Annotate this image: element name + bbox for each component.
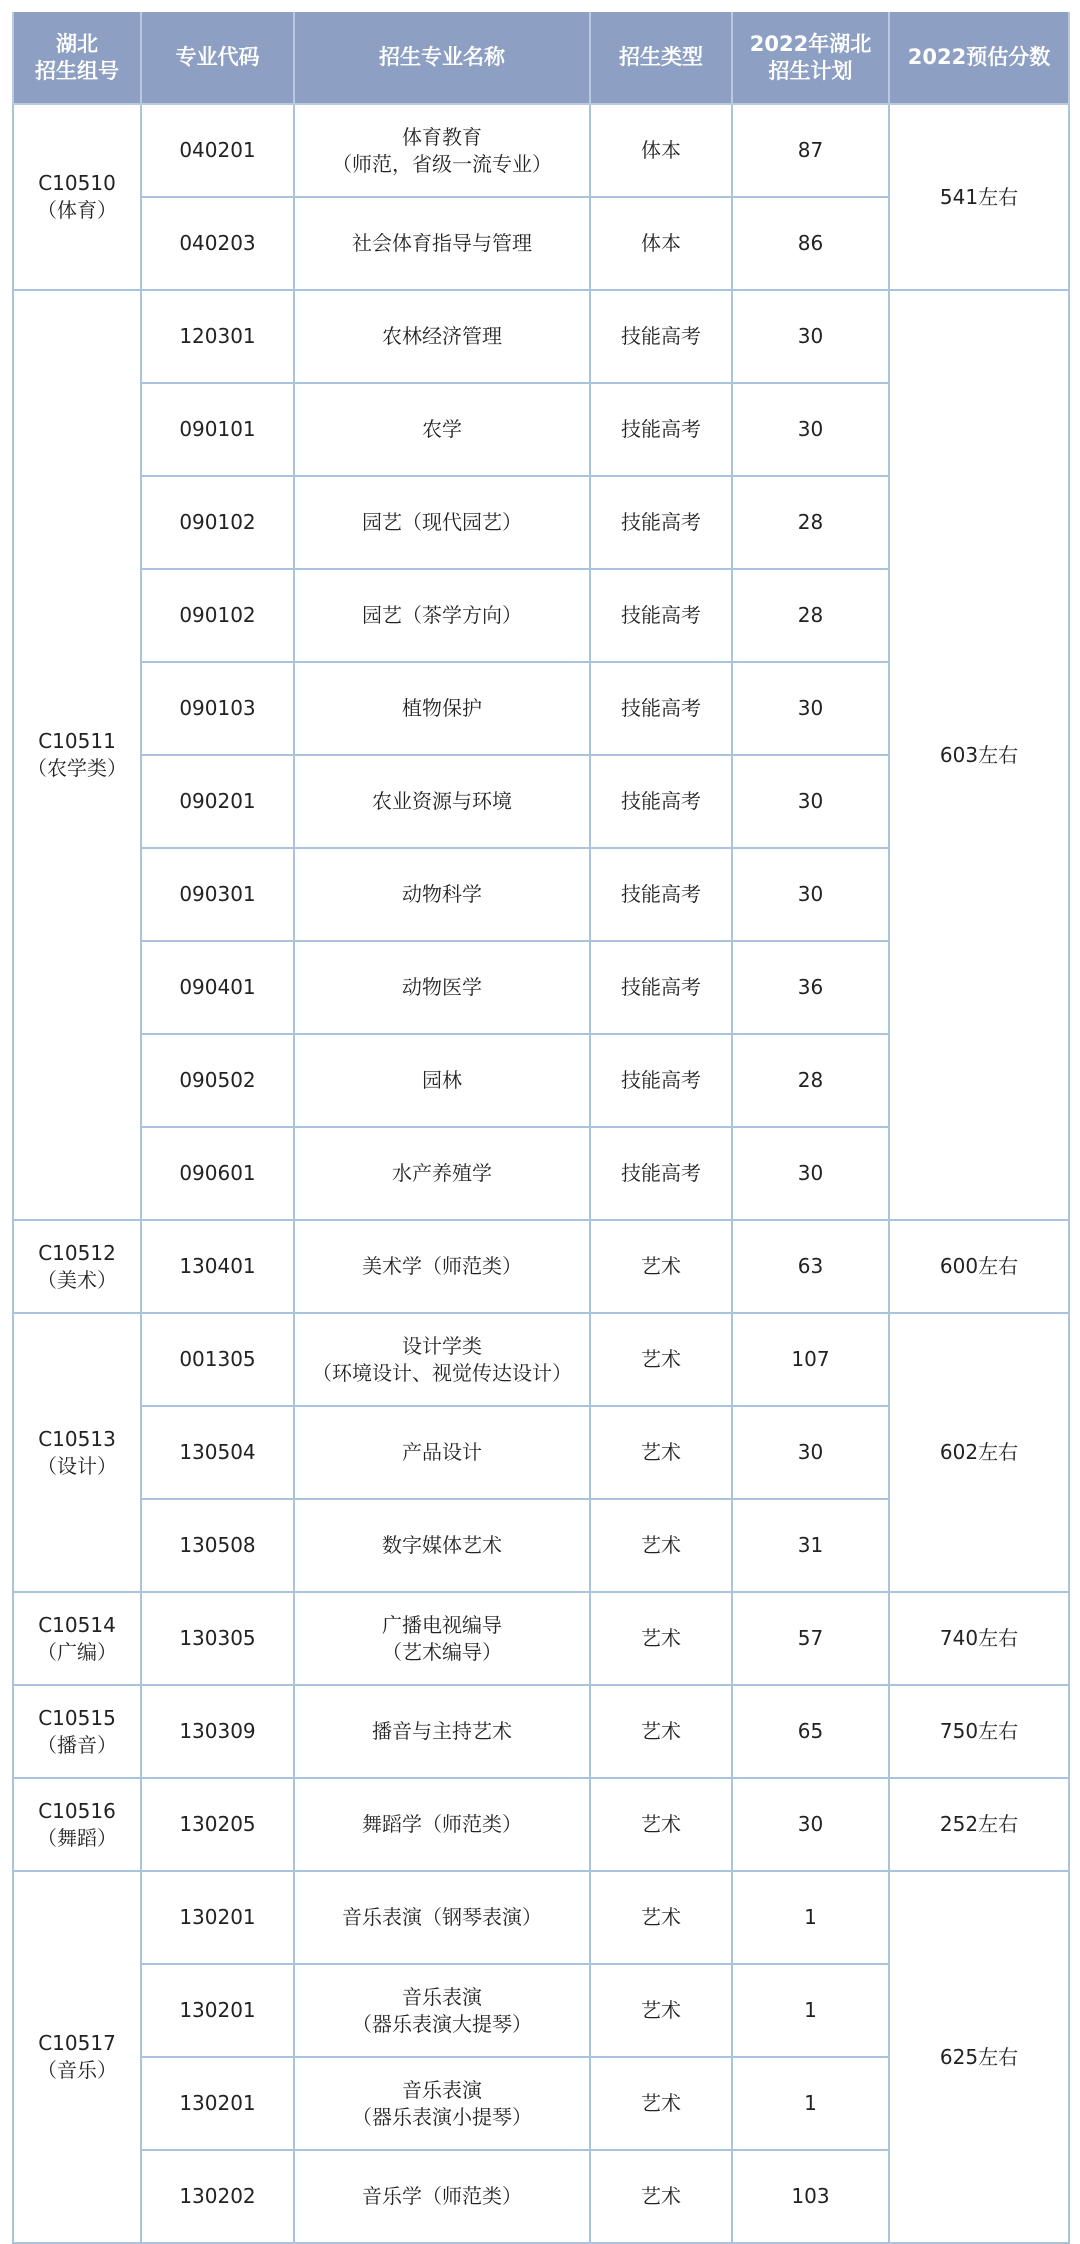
text-line: 音乐表演 xyxy=(402,1984,482,2009)
enrollment-plan-cell: 31 xyxy=(732,1499,889,1592)
admission-type-cell: 艺术 xyxy=(590,2150,732,2243)
major-name-cell xyxy=(294,1871,590,1964)
table-row xyxy=(13,1871,1069,1964)
major-name-cell xyxy=(294,290,590,383)
estimated-score-cell: 740左右 xyxy=(889,1592,1069,1685)
enrollment-plan-cell: 1 xyxy=(732,1871,889,1964)
major-name-cell xyxy=(294,848,590,941)
major-name-cell xyxy=(294,2150,590,2243)
group-id-cell xyxy=(13,1592,141,1685)
estimated-score-cell: 625左右 xyxy=(889,1871,1069,2243)
admission-type-cell: 艺术 xyxy=(590,1778,732,1871)
header-major-code xyxy=(141,12,294,104)
major-name-cell xyxy=(294,104,590,197)
major-code-cell: 130401 xyxy=(141,1220,294,1313)
text-line: （器乐表演小提琴） xyxy=(352,2104,532,2129)
text-line: 广播电视编导 xyxy=(382,1612,502,1637)
text-line: 农林经济管理 xyxy=(382,324,502,348)
table-row xyxy=(13,290,1069,383)
group-id-cell xyxy=(13,1871,141,2243)
admission-type-cell: 技能高考 xyxy=(590,290,732,383)
enrollment-plan-cell: 30 xyxy=(732,755,889,848)
admission-table-container xyxy=(12,12,1068,2244)
enrollment-plan-cell: 30 xyxy=(732,662,889,755)
major-name-cell xyxy=(294,1778,590,1871)
text-line: （师范，省级一流专业） xyxy=(332,151,552,176)
group-id-cell xyxy=(13,1220,141,1313)
admission-type-cell: 体本 xyxy=(590,104,732,197)
text-line: 设计学类 xyxy=(402,1333,482,1358)
admission-type-cell: 艺术 xyxy=(590,1406,732,1499)
major-code-cell: 090502 xyxy=(141,1034,294,1127)
admission-type-cell: 技能高考 xyxy=(590,569,732,662)
text-line: 招生组号 xyxy=(35,58,119,83)
major-name-cell xyxy=(294,941,590,1034)
enrollment-plan-cell: 28 xyxy=(732,569,889,662)
major-name-cell xyxy=(294,662,590,755)
text-line: （艺术编导） xyxy=(382,1639,502,1664)
table-body xyxy=(13,104,1069,2243)
enrollment-plan-cell: 1 xyxy=(732,2057,889,2150)
text-line: 动物医学 xyxy=(402,975,482,999)
admission-type-cell: 技能高考 xyxy=(590,383,732,476)
text-line: 2022年湖北 xyxy=(749,31,872,56)
enrollment-plan-cell: 65 xyxy=(732,1685,889,1778)
text-line: 园林 xyxy=(422,1068,462,1092)
admission-type-cell: 艺术 xyxy=(590,1871,732,1964)
major-name-cell xyxy=(294,1220,590,1313)
admission-type-cell: 艺术 xyxy=(590,1964,732,2057)
text-line: （播音） xyxy=(37,1732,117,1757)
admission-type-cell: 技能高考 xyxy=(590,848,732,941)
table-row xyxy=(13,1220,1069,1313)
major-name-cell xyxy=(294,476,590,569)
group-id-cell xyxy=(13,1313,141,1592)
text-line: 湖北 xyxy=(56,31,98,56)
major-name-cell xyxy=(294,1406,590,1499)
table-row xyxy=(13,104,1069,197)
major-code-cell: 120301 xyxy=(141,290,294,383)
table-row xyxy=(13,1778,1069,1871)
major-name-cell xyxy=(294,1592,590,1685)
major-code-cell: 090101 xyxy=(141,383,294,476)
major-code-cell: 130309 xyxy=(141,1685,294,1778)
text-line: 音乐表演 xyxy=(402,2077,482,2102)
estimated-score-cell: 252左右 xyxy=(889,1778,1069,1871)
major-name-cell xyxy=(294,569,590,662)
admission-type-cell: 艺术 xyxy=(590,1499,732,1592)
table-row xyxy=(13,1313,1069,1406)
major-code-cell: 040201 xyxy=(141,104,294,197)
text-line: 社会体育指导与管理 xyxy=(352,231,532,255)
text-line: 招生计划 xyxy=(768,58,853,83)
admission-type-cell: 技能高考 xyxy=(590,941,732,1034)
estimated-score-cell: 603左右 xyxy=(889,290,1069,1220)
major-name-cell xyxy=(294,1034,590,1127)
admission-type-cell: 艺术 xyxy=(590,1313,732,1406)
admission-plan-table xyxy=(12,12,1070,2244)
major-name-cell xyxy=(294,383,590,476)
group-id-cell xyxy=(13,290,141,1220)
group-id-cell xyxy=(13,104,141,290)
text-line: （农学类） xyxy=(27,756,127,780)
table-row xyxy=(13,1685,1069,1778)
text-line: 园艺（茶学方向） xyxy=(362,603,522,627)
enrollment-plan-cell: 86 xyxy=(732,197,889,290)
major-name-cell xyxy=(294,1685,590,1778)
admission-type-cell: 艺术 xyxy=(590,2057,732,2150)
major-code-cell: 090102 xyxy=(141,569,294,662)
text-line: 体育教育 xyxy=(402,124,482,149)
text-line: C10515 xyxy=(38,1705,116,1730)
major-name-cell xyxy=(294,2057,590,2150)
major-name-cell xyxy=(294,1499,590,1592)
text-line: C10516 xyxy=(38,1798,116,1823)
major-code-cell: 130205 xyxy=(141,1778,294,1871)
major-code-cell: 040203 xyxy=(141,197,294,290)
table-header xyxy=(13,12,1069,104)
text-line: C10511 xyxy=(38,729,116,753)
estimated-score-cell: 750左右 xyxy=(889,1685,1069,1778)
text-line: 数字媒体艺术 xyxy=(382,1533,502,1557)
header-row xyxy=(13,12,1069,104)
text-line: 2022预估分数 xyxy=(907,45,1051,69)
header-group-id xyxy=(13,12,141,104)
admission-type-cell: 技能高考 xyxy=(590,1034,732,1127)
admission-type-cell: 技能高考 xyxy=(590,662,732,755)
text-line: （舞蹈） xyxy=(37,1825,117,1850)
text-line: 农学 xyxy=(422,417,462,441)
text-line: （设计） xyxy=(37,1453,117,1478)
major-name-cell xyxy=(294,197,590,290)
admission-type-cell: 艺术 xyxy=(590,1592,732,1685)
admission-type-cell: 技能高考 xyxy=(590,476,732,569)
text-line: 音乐表演（钢琴表演） xyxy=(342,1905,542,1929)
text-line: C10517 xyxy=(38,2031,116,2055)
text-line: 水产养殖学 xyxy=(392,1161,492,1185)
admission-type-cell: 艺术 xyxy=(590,1685,732,1778)
major-code-cell: 001305 xyxy=(141,1313,294,1406)
major-name-cell xyxy=(294,1313,590,1406)
text-line: C10513 xyxy=(38,1426,116,1451)
text-line: （环境设计、视觉传达设计） xyxy=(312,1360,572,1385)
estimated-score-cell: 600左右 xyxy=(889,1220,1069,1313)
enrollment-plan-cell: 30 xyxy=(732,1406,889,1499)
enrollment-plan-cell: 1 xyxy=(732,1964,889,2057)
text-line: 产品设计 xyxy=(402,1440,482,1464)
text-line: C10514 xyxy=(38,1612,116,1637)
text-line: 农业资源与环境 xyxy=(372,789,512,813)
text-line: 园艺（现代园艺） xyxy=(362,510,522,534)
text-line: （音乐） xyxy=(37,2058,117,2082)
enrollment-plan-cell: 30 xyxy=(732,1127,889,1220)
major-name-cell xyxy=(294,1964,590,2057)
text-line: 植物保护 xyxy=(402,696,482,720)
major-code-cell: 130201 xyxy=(141,1871,294,1964)
header-estimated-score xyxy=(889,12,1069,104)
major-code-cell: 090201 xyxy=(141,755,294,848)
major-code-cell: 090103 xyxy=(141,662,294,755)
text-line: 专业代码 xyxy=(175,45,260,69)
text-line: 招生专业名称 xyxy=(379,45,505,69)
table-row xyxy=(13,1592,1069,1685)
text-line: 招生类型 xyxy=(619,45,703,69)
major-code-cell: 130504 xyxy=(141,1406,294,1499)
header-admission-type xyxy=(590,12,732,104)
admission-type-cell: 艺术 xyxy=(590,1220,732,1313)
text-line: 音乐学（师范类） xyxy=(362,2184,522,2208)
enrollment-plan-cell: 28 xyxy=(732,1034,889,1127)
major-name-cell xyxy=(294,1127,590,1220)
major-code-cell: 090301 xyxy=(141,848,294,941)
group-id-cell xyxy=(13,1778,141,1871)
major-code-cell: 130201 xyxy=(141,2057,294,2150)
text-line: C10512 xyxy=(38,1240,116,1265)
text-line: 播音与主持艺术 xyxy=(372,1719,512,1743)
enrollment-plan-cell: 30 xyxy=(732,848,889,941)
enrollment-plan-cell: 28 xyxy=(732,476,889,569)
enrollment-plan-cell: 30 xyxy=(732,1778,889,1871)
text-line: （广编） xyxy=(37,1639,117,1664)
text-line: （美术） xyxy=(37,1267,117,1292)
major-code-cell: 130201 xyxy=(141,1964,294,2057)
text-line: 美术学（师范类） xyxy=(362,1254,522,1278)
estimated-score-cell: 602左右 xyxy=(889,1313,1069,1592)
enrollment-plan-cell: 87 xyxy=(732,104,889,197)
text-line: C10510 xyxy=(38,171,116,195)
header-major-name xyxy=(294,12,590,104)
enrollment-plan-cell: 30 xyxy=(732,383,889,476)
enrollment-plan-cell: 107 xyxy=(732,1313,889,1406)
major-name-cell xyxy=(294,755,590,848)
header-enrollment-plan xyxy=(732,12,889,104)
text-line: （器乐表演大提琴） xyxy=(352,2011,532,2036)
enrollment-plan-cell: 103 xyxy=(732,2150,889,2243)
major-code-cell: 090401 xyxy=(141,941,294,1034)
text-line: （体育） xyxy=(37,198,117,222)
major-code-cell: 090102 xyxy=(141,476,294,569)
admission-type-cell: 体本 xyxy=(590,197,732,290)
enrollment-plan-cell: 57 xyxy=(732,1592,889,1685)
enrollment-plan-cell: 30 xyxy=(732,290,889,383)
major-code-cell: 090601 xyxy=(141,1127,294,1220)
major-code-cell: 130305 xyxy=(141,1592,294,1685)
major-code-cell: 130202 xyxy=(141,2150,294,2243)
estimated-score-cell: 541左右 xyxy=(889,104,1069,290)
text-line: 动物科学 xyxy=(402,882,482,906)
enrollment-plan-cell: 63 xyxy=(732,1220,889,1313)
text-line: 舞蹈学（师范类） xyxy=(362,1812,522,1836)
major-code-cell: 130508 xyxy=(141,1499,294,1592)
enrollment-plan-cell: 36 xyxy=(732,941,889,1034)
group-id-cell xyxy=(13,1685,141,1778)
admission-type-cell: 技能高考 xyxy=(590,755,732,848)
admission-type-cell: 技能高考 xyxy=(590,1127,732,1220)
